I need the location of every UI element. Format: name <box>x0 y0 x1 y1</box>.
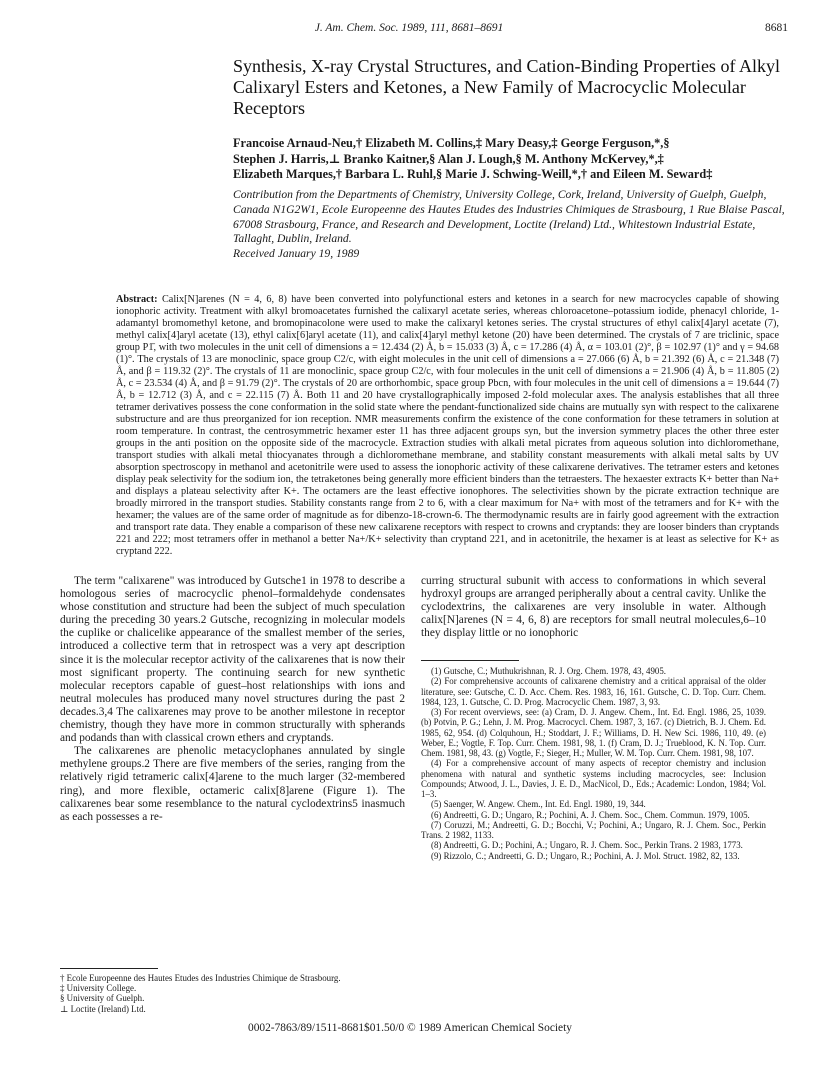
footnote-item: § University of Guelph. <box>60 993 145 1004</box>
affiliation-text: Contribution from the Departments of Chemistry, University College, Cork, Ireland, University of Guelph, Guelph, Canada N1G2W1, Ecole Europeenne des Hautes Etudes des Industries Chimiques de Strasbourg, 1 Rue Blaise Pascal, 67008 Strasbourg, France, and Research and Development, Loctite (Ireland) Ltd., Whitestown Industrial Estate, Tallaght, Dublin, Ireland. <box>233 188 785 246</box>
abstract <box>116 294 779 558</box>
reference-item: (9) Rizzolo, C.; Andreetti, G. D.; Ungaro, R.; Pochini, A. J. Mol. Struct. 1982, 82, 133. <box>431 850 740 861</box>
reference-item: (6) Andreetti, G. D.; Ungaro, R.; Pochini, A. J. Chem. Soc., Chem. Commun. 1979, 1005. <box>431 809 750 820</box>
body-paragraph: The term "calixarene" was introduced by Gutsche1 in 1978 to describe a homologous series of macrocyclic phenol–formaldehyde condensates whose constitution and structure had been the subject of much speculation during the preceding 30 years.2 Gutsche, recognizing in molecular models the cuplike or chalicelike appearance of the smallest member of the series, introduced a collective term that in retrospect was a very apt description since it is the molecular receptor activity of the calixarenes that is now their most significant property. The continuing search for new synthetic molecular receptors capable of guest–host relationships with ions and neutral molecules has produced many novel structures during the past 2 decades.3,4 The calixarenes may prove to be another milestone in receptor chemistry, though they have more in common structurally with spherands and podands than with classical crown ethers and cryptands. <box>60 575 405 745</box>
author-line: Francoise Arnaud-Neu,† Elizabeth M. Collins,‡ Mary Deasy,‡ George Ferguson,*,§ <box>233 136 670 150</box>
footnotes-divider <box>60 968 158 969</box>
references <box>421 666 766 861</box>
footnotes <box>60 973 405 1014</box>
reference-item: (4) For a comprehensive account of many aspects of receptor chemistry and inclusion phenomena with natural and synthetic systems including macrocycles, see: Inclusion Compounds; Atwood, J. L., Davies, J. E. D., MacNicol, D., Eds.; Academic: London, 1984; Vol. 1–3. <box>421 758 766 799</box>
copyright-footer: 0002-7863/89/1511-8681$01.50/0 © 1989 American Chemical Society <box>248 1022 572 1034</box>
footnote-item: † Ecole Europeenne des Hautes Etudes des Industries Chimique de Strasbourg. <box>60 973 341 983</box>
reference-item: (1) Gutsche, C.; Muthukrishnan, R. J. Org. Chem. 1978, 43, 4905. <box>431 666 667 676</box>
footnote-item: ‡ University College. <box>60 983 137 994</box>
footnote-item: ⊥ Loctite (Ireland) Ltd. <box>60 1003 146 1014</box>
affiliation-block <box>233 188 793 262</box>
page-number: 8681 <box>765 22 788 34</box>
body-paragraph: curring structural subunit with access to conformations in which several hydroxyl groups are arranged peripherally about a central cavity. Unlike the cyclodextrins, the calixarenes are very insoluble in water. Although calix[N]arenes (N = 4, 6, 8) are receptors for small neutral molecules,6–10 they display little or no ionophoric <box>421 575 766 640</box>
body-column-right <box>421 575 766 640</box>
reference-item: (8) Andreetti, G. D.; Pochini, A.; Ungaro, R. J. Chem. Soc., Perkin Trans. 2 1983, 1773. <box>431 840 743 851</box>
author-list <box>233 136 793 183</box>
author-line: Stephen J. Harris,⊥ Branko Kaitner,§ Alan J. Lough,§ M. Anthony McKervey,*,‡ <box>233 151 664 166</box>
received-date: Received January 19, 1989 <box>233 247 360 261</box>
reference-item: (7) Coruzzi, M.; Andreetti, G. D.; Bocchi, V.; Pochini, A.; Ungaro, R. J. Chem. Soc., Perkin Trans. 2 1982, 1133. <box>421 819 766 840</box>
reference-item: (2) For comprehensive accounts of calixarene chemistry and a critical appraisal of the older literature, see: Gutsche, C. D. Acc. Chem. Res. 1983, 16, 161. Gutsche, C. D. Top. Curr. Chem. 1984, 123, 1. Gutsche, C. D. Prog. Macrocyclic Chem. 1987, 3, 93. <box>421 676 766 707</box>
reference-item: (3) For recent overviews, see: (a) Cram, D. J. Angew. Chem., Int. Ed. Engl. 1986, 25, 1039. (b) Potvin, P. G.; Lehn, J. M. Prog. Macrocycl. Chem. 1987, 3, 167. (c) Dietrich, B. J. Chem. Ed. 1985, 62, 954. (d) Colquhoun, H.; Stoddart, J. F.; Williams, D. H. New Sci. 1986, 110, 49. (e) Weber, E.; Vogtle, F. Top. Curr. Chem. 1981, 98, 1. (f) Cram, D. J.; Trueblood, K. N. Top. Curr. Chem. 1981, 98, 43. (g) Vogtle, F.; Sieger, H.; Muller, W. M. Top. Curr. Chem. 1981, 98, 107. <box>421 707 766 758</box>
journal-citation: J. Am. Chem. Soc. 1989, 111, 8681–8691 <box>314 22 504 34</box>
reference-item: (5) Saenger, W. Angew. Chem., Int. Ed. Engl. 1980, 19, 344. <box>431 799 646 810</box>
body-paragraph: The calixarenes are phenolic metacyclophanes annulated by single methylene groups.2 There are five members of the series, ranging from the relatively rigid tetrameric calix[4]arene to the much larger (32-membered ring), and more flexible, octameric calix[8]arene (Figure 1). The calixarenes bear some resemblance to the natural cyclodextrins5 inasmuch as each possesses a re- <box>60 745 405 823</box>
abstract-text: Calix[N]arenes (N = 4, 6, 8) have been converted into polyfunctional esters and ketones in a search for new macrocycles capable of showing ionophoric activity. Treatment with alkyl bromoacetates furnished the calixaryl acetate series, whereas chloroacetone–potassium iodide, phenacyl chloride, 1-adamantyl bromomethyl ketone, and bromopinacolone were used to make the calixaryl ketones series. The crystal structures of ethyl calix[4]aryl acetate (7), methyl calix[4]aryl acetate (13), ethyl calix[6]aryl acetate (11), and calix[4]aryl methyl ketone (20) have been determined. The crystals of 7 are triclinic, space group P1̄, with two molecules in the unit cell of dimensions a = 12.434 (2) Å, b = 15.033 (3) Å, c = 17.286 (4) Å, α = 103.01 (2)°, β = 102.97 (1)° and γ = 94.68 (1)°. The crystals of 13 are monoclinic, space group C2/c, with eight molecules in the unit cell of dimensions a = 27.066 (6) Å, b = 21.392 (6) Å, c = 21.348 (7) Å, and β = 119.32 (2)°. The crystals of 11 are monoclinic, space group C2/c, with four molecules in the unit cell of dimensions a = 21.906 (4) Å, b = 11.805 (2) Å, c = 23.534 (4) Å, and β = 91.79 (2)°. The crystals of 20 are orthorhombic, space group Pbcn, with four molecules in the unit cell of dimensions a = 19.644 (7) Å, b = 12.712 (3) Å, and c = 22.115 (7) Å. Both 11 and 20 have crystallographically imposed 2-fold molecular axes. The analysis establishes that all three tetramer derivatives possess the cone conformation in the solid state where the pendant-functionalized side chains are mutually syn with respect to the calixarene substructure and are thus preorganized for ion reception. NMR measurements confirm the existence of the cone conformation for these tetramers in solution at room temperature. In contrast, the centrosymmetric hexamer ester 11 has three adjacent groups syn, but the inversion symmetry places the other three ester groups in the anti position on the opposite side of the macrocycle. Extraction studies with alkali metal picrates from aqueous solution into dichloromethane, transport studies with alkali metal thiocyanates through a dichloromethane membrane, and stability constant measurements with alkali metal salts by UV absorption spectroscopy in methanol and acetonitrile were used to assess the ionophoric activity of these calixarene derivatives. The tetramer esters and ketones display peak selectivity for the sodium ion, the tetraketones being generally more efficient binders than the tetraesters. The hexaester extracts K+ better than Na+ and displays a plateau selectivity after K+. The octamers are the least effective ionophores. The selectivities shown by the picrate extraction technique are broadly mirrored in the transport studies. Stability constants range from 2 to 6, with a clear maximum for Na+ with most of the tetramers and for K+ with the hexamer; the values are of the same order of magnitude as for dibenzo-18-crown-6. The thermodynamic results are in fairly good agreement with the extraction and transport rate data. They enable a comparison of these new calixarene receptors with respect to crowns and cryptands: they are looser binders than cryptands 221 and 222; most tetramers offer in methanol a better Na+/K+ selectivity than cryptand 221, and in acetonitrile, the hexamer is at least as selective for K+ as cryptand 222. <box>116 294 780 558</box>
references-divider <box>421 660 519 661</box>
author-line: Elizabeth Marques,† Barbara L. Ruhl,§ Marie J. Schwing-Weill,*,† and Eileen M. Seward‡ <box>233 167 713 182</box>
abstract-label: Abstract: <box>116 294 158 305</box>
article-title: Synthesis, X-ray Crystal Structures, and Cation-Binding Properties of Alkyl Calixaryl Esters and Ketones, a New Family of Macrocyclic Molecular Receptors <box>233 56 780 118</box>
body-column-left <box>60 575 405 824</box>
running-header <box>30 22 788 38</box>
